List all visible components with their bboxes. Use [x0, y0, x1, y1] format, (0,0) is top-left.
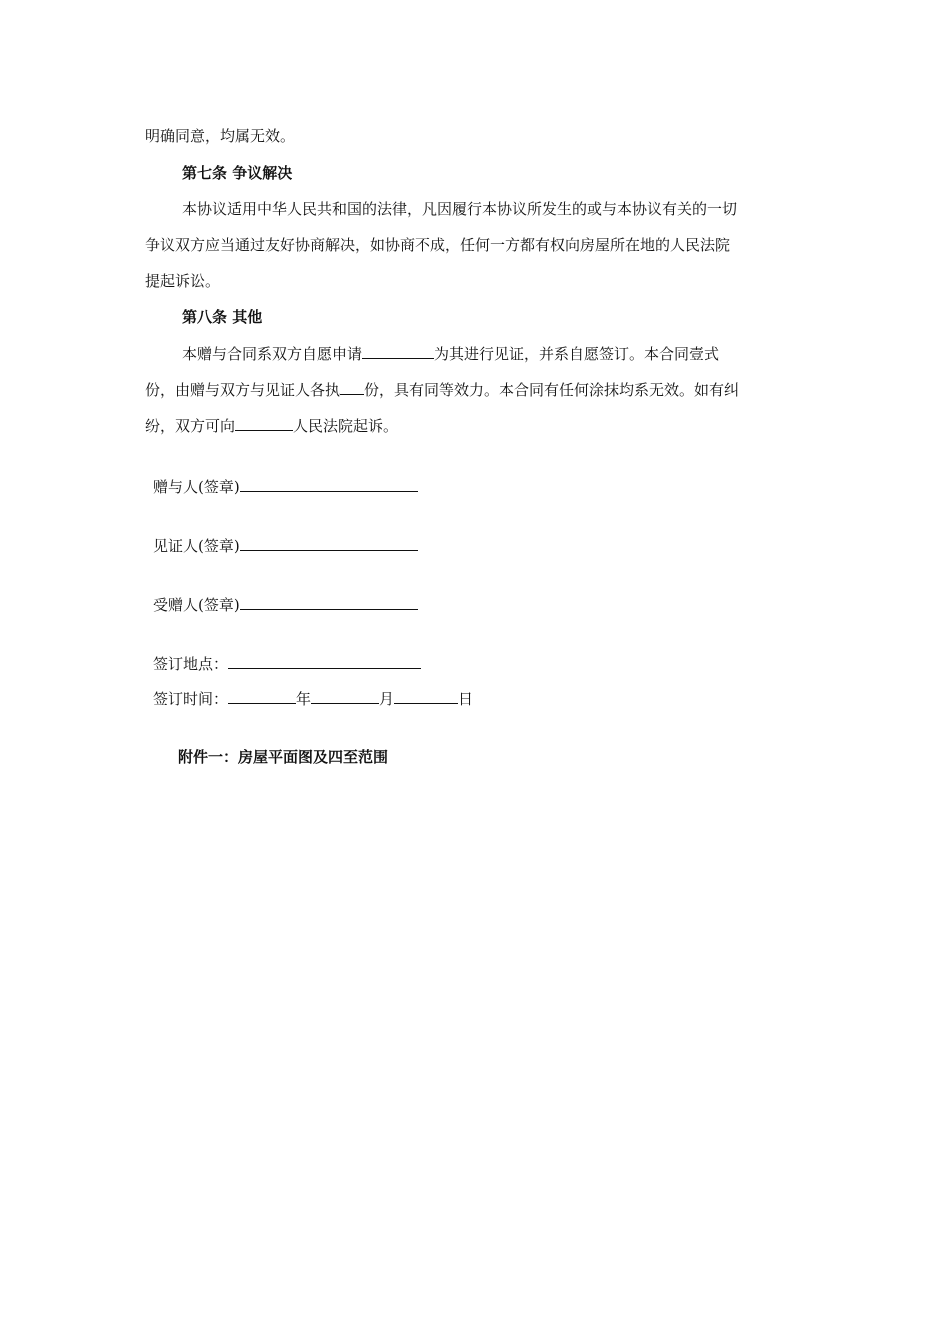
year-blank[interactable]	[228, 688, 296, 704]
copies-blank[interactable]	[340, 379, 364, 395]
article-8-line-2-b: 份，具有同等效力。本合同有任何涂抹均系无效。如有纠	[364, 381, 740, 399]
donee-label: 受赠人(签章)	[153, 596, 240, 614]
article-8-line-2-a: 份，由赠与双方与见证人各执	[145, 381, 341, 399]
continuation-text: 明确同意，均属无效。	[145, 127, 296, 145]
article-7-line-2: 争议双方应当通过友好协商解决，如协商不成，任何一方都有权向房屋所在地的人民法院	[145, 236, 731, 254]
article-8-line-3-b: 人民法院起诉。	[293, 417, 399, 435]
attachment-heading: 附件一：房屋平面图及四至范围	[178, 748, 389, 766]
article-8-line-1-b: 为其进行见证，并系自愿签订。本合同壹式	[434, 345, 720, 363]
donee-signature-line	[153, 594, 418, 615]
article-8-line-2	[145, 379, 739, 400]
article-7-line-1: 本协议适用中华人民共和国的法律，凡因履行本协议所发生的或与本协议有关的一切	[182, 200, 738, 218]
article-8-line-3-a: 纷，双方可向	[145, 417, 236, 435]
donor-signature-blank[interactable]	[240, 476, 418, 492]
signing-place-line	[153, 653, 421, 674]
day-blank[interactable]	[394, 688, 458, 704]
year-label: 年	[296, 690, 312, 708]
donor-signature-line	[153, 476, 418, 497]
article-8-line-1-a: 本赠与合同系双方自愿申请	[182, 345, 363, 363]
article-8-line-3	[145, 415, 398, 436]
month-blank[interactable]	[311, 688, 379, 704]
day-label: 日	[458, 690, 474, 708]
signing-place-label: 签订地点：	[153, 655, 229, 673]
donor-label: 赠与人(签章)	[153, 478, 240, 496]
witness-signature-line	[153, 535, 418, 556]
article-8-line-1	[182, 343, 719, 364]
article-7-heading: 第七条 争议解决	[182, 164, 293, 182]
article-8-heading: 第八条 其他	[182, 308, 263, 326]
signing-time-line	[153, 688, 473, 709]
signing-time-label: 签订时间：	[153, 690, 229, 708]
court-blank[interactable]	[235, 415, 293, 431]
month-label: 月	[379, 690, 395, 708]
signing-place-blank[interactable]	[228, 653, 421, 669]
witness-org-blank[interactable]	[362, 343, 434, 359]
article-7-line-3: 提起诉讼。	[145, 272, 221, 290]
donee-signature-blank[interactable]	[240, 594, 418, 610]
witness-signature-blank[interactable]	[240, 535, 418, 551]
witness-label: 见证人(签章)	[153, 537, 240, 555]
